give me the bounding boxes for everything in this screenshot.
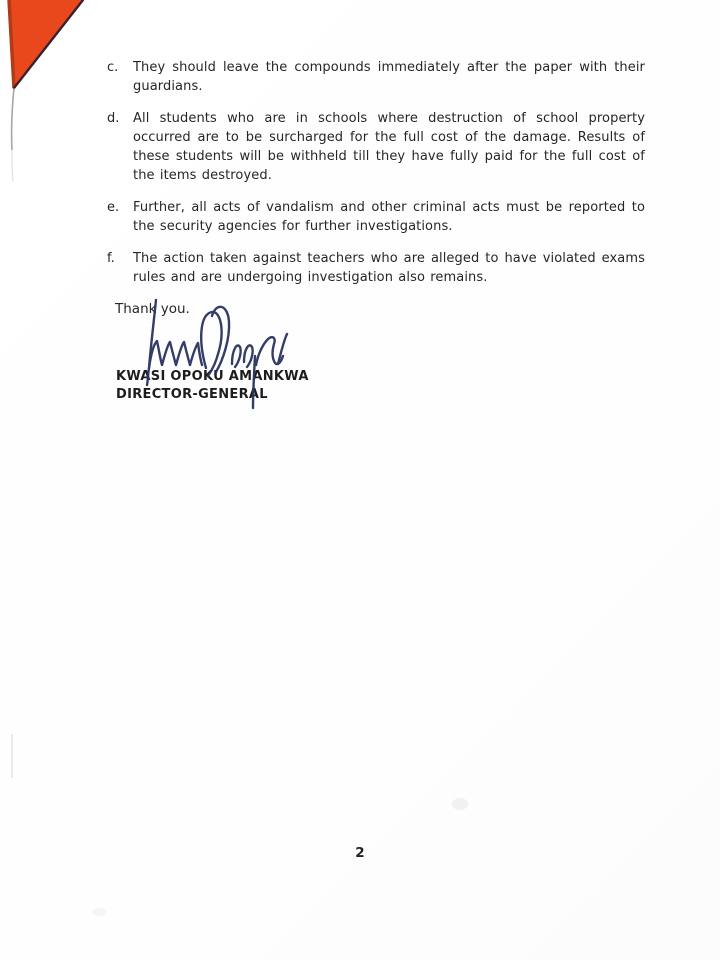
scan-artifact-smudge <box>92 908 106 916</box>
list-item-marker: d. <box>107 111 120 126</box>
list-item-text: All students who are in schools where destruction of school property occurred are to be surcharged for the full cost of the damage. Results of these students will be withheld till they have fully paid for the full cost of the items destroyed. <box>133 111 645 183</box>
list-item <box>107 249 645 287</box>
signatory-name: KWASI OPOKU AMANKWA <box>116 369 309 384</box>
letter-body <box>107 58 645 403</box>
page-number: 2 <box>355 845 365 861</box>
list-item-marker: f. <box>107 251 115 266</box>
list-item-marker: e. <box>107 200 120 215</box>
list-item <box>107 109 645 185</box>
closing-thanks: Thank you. <box>115 301 190 317</box>
list-item-text: The action taken against teachers who are alleged to have violated exams rules and are undergoing investigation also remains. <box>133 251 645 285</box>
list-item-text: They should leave the compounds immediately after the paper with their guardians. <box>133 60 645 94</box>
list-item <box>107 58 645 96</box>
scan-artifact-smudge <box>452 798 468 810</box>
signatory-title: DIRECTOR-GENERAL <box>116 387 268 402</box>
scan-artifact-edge-line <box>11 734 13 778</box>
list-item-text: Further, all acts of vandalism and other criminal acts must be reported to the security agencies for further investigations. <box>133 200 645 234</box>
letterhead-corner-triangle <box>0 0 110 190</box>
list-item <box>107 198 645 236</box>
list-item-marker: c. <box>107 60 119 75</box>
